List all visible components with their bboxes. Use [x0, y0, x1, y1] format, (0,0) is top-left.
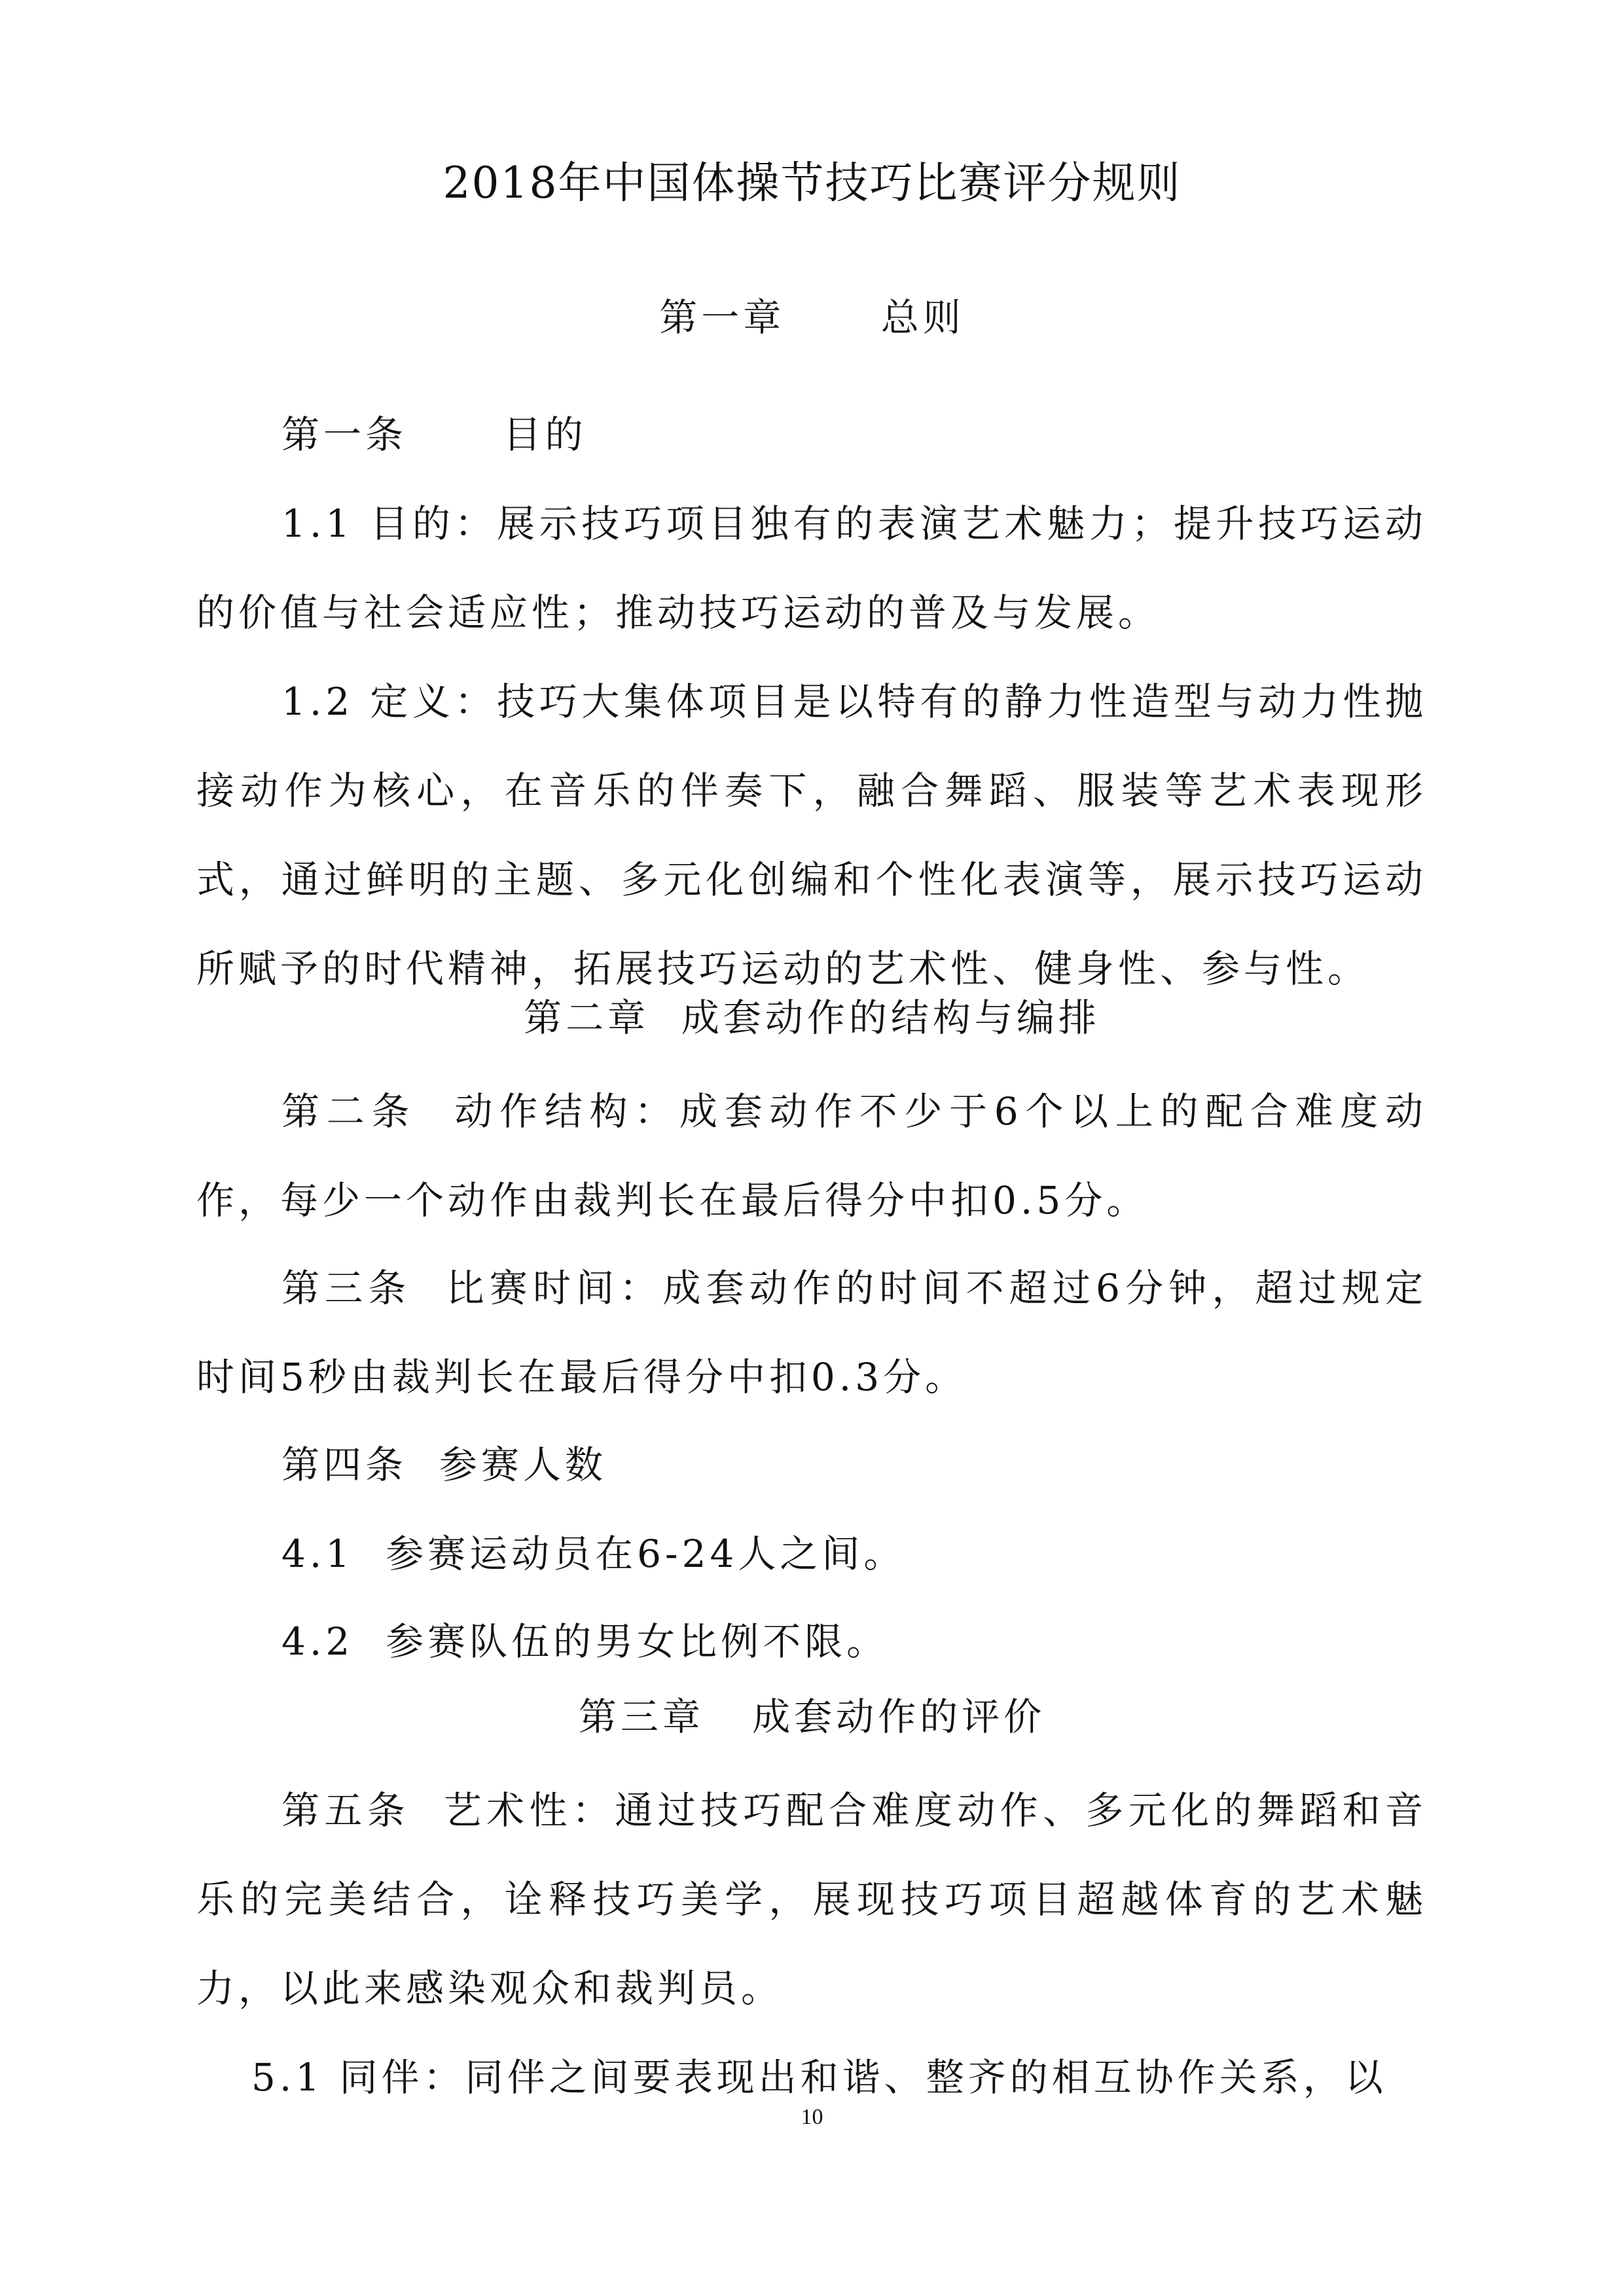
chapter-2-heading: 第二章 成套动作的结构与编排	[524, 996, 1100, 1040]
paragraph-1-2: 1.2 定义：技巧大集体项目是以特有的静力性造型与动力性抛接动作为核心，在音乐的伴奏下，融合舞蹈、服装等艺术表现形式，通过鲜明的主题、多元化创编和个性化表演等，展示技巧运动所赋予的时代精神，拓展技巧运动的艺术性、健身性、参与性。	[196, 679, 1427, 991]
article-1-heading: 第一条 目的	[281, 412, 587, 457]
paragraph-4-1: 4.1 参赛运动员在6-24人之间。	[281, 1532, 906, 1576]
article-4-heading: 第四条 参赛人数	[281, 1443, 607, 1487]
paragraph-5-1: 5.1 同伴：同伴之间要表现出和谐、整齐的相互协作关系，以	[251, 2055, 1387, 2100]
article-2-paragraph: 第二条 动作结构：成套动作不少于6个以上的配合难度动作，每少一个动作由裁判长在最后得分中扣0.5分。	[196, 1089, 1427, 1223]
article-5-paragraph: 第五条 艺术性：通过技巧配合难度动作、多元化的舞蹈和音乐的完美结合，诠释技巧美学，展现技巧项目超越体育的艺术魅力，以此来感染观众和裁判员。	[196, 1788, 1427, 2011]
paragraph-4-2: 4.2 参赛队伍的男女比例不限。	[281, 1619, 889, 1664]
chapter-3-heading: 第三章 成套动作的评价	[578, 1695, 1046, 1739]
paragraph-1-1: 1.1 目的：展示技巧项目独有的表演艺术魅力；提升技巧运动的价值与社会适应性；推动技巧运动的普及与发展。	[196, 501, 1427, 635]
document-title: 2018年中国体操节技巧比赛评分规则	[442, 158, 1182, 208]
chapter-1-heading: 第一章 总则	[659, 295, 965, 340]
page-number: 10	[801, 2105, 823, 2129]
article-3-paragraph: 第三条 比赛时间：成套动作的时间不超过6分钟，超过规定时间5秒由裁判长在最后得分中扣0.3分。	[196, 1266, 1427, 1399]
